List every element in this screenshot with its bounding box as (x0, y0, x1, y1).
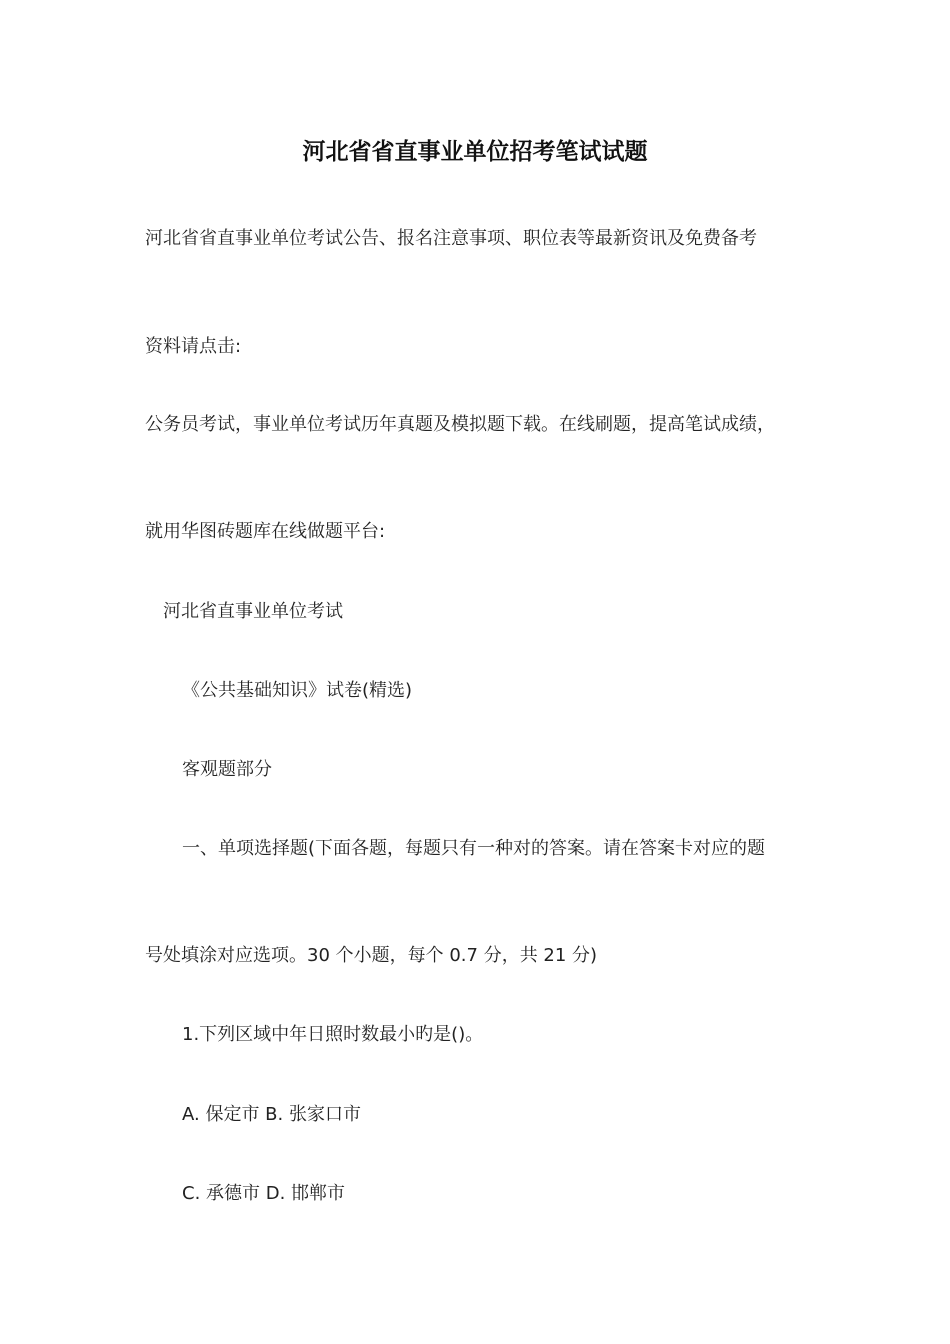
question-1-options-ab: A. 保定市 B. 张家口市 (182, 1104, 361, 1125)
promo-line-2: 就用华图砖题库在线做题平台: (145, 521, 386, 542)
intro-line-1: 河北省省直事业单位考试公告、报名注意事项、职位表等最新资讯及免费备考 (145, 228, 757, 249)
instructions-line-2: 号处填涂对应选项。30 个小题，每个 0.7 分，共 21 分) (145, 945, 598, 966)
exam-name: 河北省直事业单位考试 (163, 601, 343, 622)
question-1: 1.下列区域中年日照时数最小旳是()。 (182, 1024, 484, 1045)
question-1-options-cd: C. 承德市 D. 邯郸市 (182, 1183, 346, 1204)
promo-line-1: 公务员考试，事业单位考试历年真题及模拟题下载。在线刷题，提高笔试成绩， (145, 414, 775, 435)
section-name: 客观题部分 (182, 759, 272, 780)
document-title: 河北省省直事业单位招考笔试试题 (302, 139, 648, 165)
instructions-line-1: 一、单项选择题(下面各题，每题只有一种对的答案。请在答案卡对应的题 (182, 838, 766, 859)
paper-name: 《公共基础知识》试卷(精选) (182, 680, 413, 701)
intro-line-2: 资料请点击: (145, 336, 242, 357)
